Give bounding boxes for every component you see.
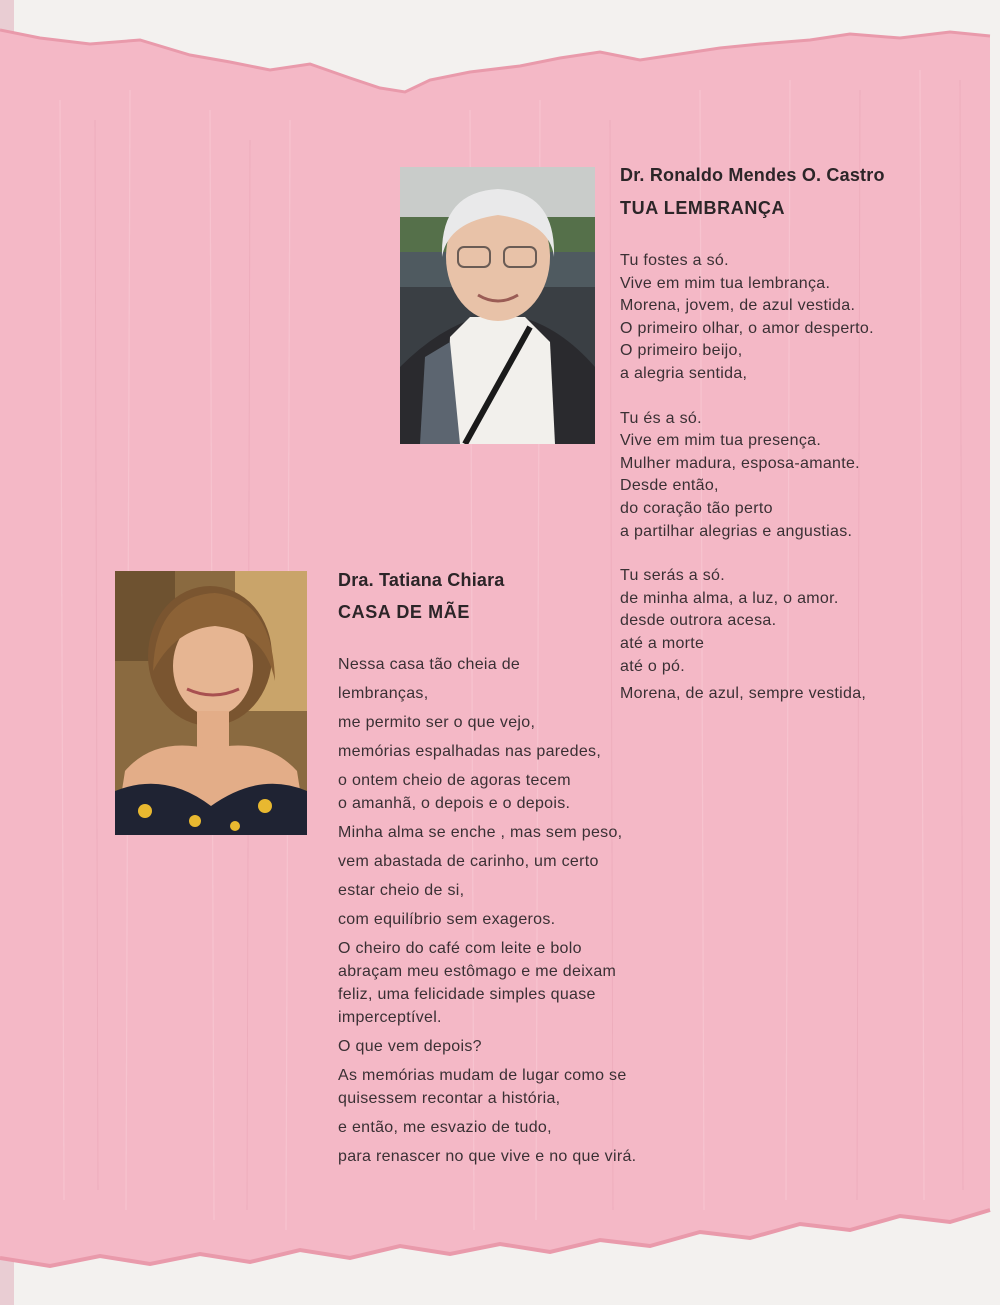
- poem-line: do coração tão perto: [620, 499, 773, 517]
- poem-line: Nessa casa tão cheia de: [338, 656, 521, 673]
- poem-line: vem abastada de carinho, um certo: [338, 853, 599, 870]
- poem-line: Minha alma se enche , mas sem peso,: [338, 824, 623, 841]
- poem-line: quisessem recontar a história,: [338, 1090, 561, 1107]
- poem-line: lembranças,: [338, 685, 429, 702]
- poem-line: a partilhar alegrias e angustias.: [620, 522, 853, 540]
- poem-stanza: [338, 1064, 636, 1110]
- poem-line: memórias espalhadas nas paredes,: [338, 743, 602, 760]
- poem-line: até o pó.: [620, 657, 685, 675]
- author-photo-tatiana: [115, 571, 307, 835]
- poem-line: imperceptível.: [338, 1009, 442, 1026]
- poem-stanza: [338, 821, 636, 844]
- poem-line: Tu serás a só.: [620, 567, 725, 585]
- poem-line: me permito ser o que vejo,: [338, 714, 536, 731]
- man-portrait-image: [400, 167, 595, 444]
- woman-portrait-image: [115, 571, 307, 835]
- poem-stanza: [338, 682, 636, 705]
- poem-line: O primeiro beijo,: [620, 342, 743, 360]
- author-photo-ronaldo: [400, 167, 595, 444]
- poem-stanza: [338, 653, 636, 676]
- poem-line: com equilíbrio sem exageros.: [338, 911, 556, 928]
- poem2-body: [338, 653, 636, 1174]
- poem2-title: CASA DE MÃE: [338, 602, 470, 622]
- poem-line: e então, me esvazio de tudo,: [338, 1119, 552, 1136]
- poem-line: de minha alma, a luz, o amor.: [620, 589, 839, 607]
- poem-line: abraçam meu estômago e me deixam: [338, 963, 617, 980]
- poem-line: Tu és a só.: [620, 409, 702, 427]
- poem-line: O que vem depois?: [338, 1038, 482, 1055]
- poem-stanza: [338, 1116, 636, 1139]
- poem-line: Tu fostes a só.: [620, 252, 729, 269]
- poem-line: até a morte: [620, 634, 705, 652]
- poem-stanza: [338, 937, 636, 1029]
- poem-stanza: [338, 769, 636, 815]
- poem-line: feliz, uma felicidade simples quase: [338, 986, 596, 1003]
- poem-line: para renascer no que vive e no que virá.: [338, 1148, 637, 1165]
- poem-stanza: [338, 1145, 636, 1168]
- poem-line: O cheiro do café com leite e bolo: [338, 940, 582, 957]
- poem-stanza: [338, 1035, 636, 1058]
- poem-line: estar cheio de si,: [338, 882, 465, 899]
- poem-stanza: [338, 711, 636, 734]
- poem-line: Morena, de azul, sempre vestida,: [620, 685, 867, 703]
- poem-stanza: [338, 740, 636, 763]
- poem1-title: TUA LEMBRANÇA: [620, 198, 786, 218]
- poem-line: a alegria sentida,: [620, 364, 748, 382]
- poem-line: Morena, jovem, de azul vestida.: [620, 297, 856, 315]
- poem-line: Desde então,: [620, 477, 719, 495]
- poem-stanza: [338, 850, 636, 873]
- poem1-body: [620, 250, 874, 706]
- poem-line: Vive em mim tua presença.: [620, 432, 822, 450]
- poem-line: Vive em mim tua lembrança.: [620, 274, 831, 292]
- poem2-author: Dra. Tatiana Chiara: [338, 570, 505, 590]
- poem-line: O primeiro olhar, o amor desperto.: [620, 319, 874, 337]
- poem1-author: Dr. Ronaldo Mendes O. Castro: [620, 165, 885, 185]
- poem-line: desde outrora acesa.: [620, 612, 777, 630]
- poem-line: o ontem cheio de agoras tecem: [338, 772, 571, 789]
- poem-stanza: [338, 879, 636, 902]
- poem-line: As memórias mudam de lugar como se: [338, 1067, 627, 1084]
- poem-line: o amanhã, o depois e o depois.: [338, 795, 571, 812]
- poem-stanza: [338, 908, 636, 931]
- poem-line: Mulher madura, esposa-amante.: [620, 454, 860, 472]
